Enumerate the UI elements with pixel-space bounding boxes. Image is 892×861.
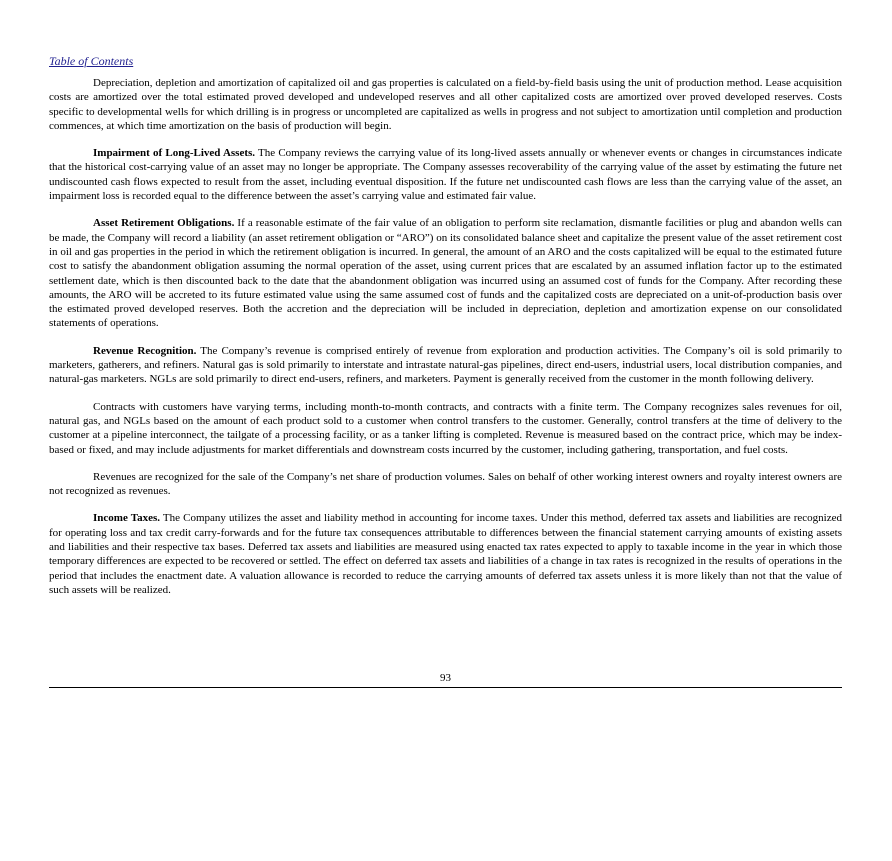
footer-divider [49,687,842,688]
paragraph-impairment [49,146,842,203]
paragraph-body: The Company’s revenue is comprised entirely of revenue from exploration and production activities. The Company’s oil is sold primarily to marketers, gatherers, and refiners. Natural gas is sold primarily to interstate and intrastate natural-gas pipelines, direct end-users, industrial users, local distribution companies, and natural-gas marketers. NGLs are sold primarily to direct end-users, refiners, and marketers. Payment is generally received from the customer in the month following delivery. [49,344,842,386]
paragraph-body: Revenues are recognized for the sale of the Company’s net share of production volumes. Sales on behalf of other working interest owners and royalty interest owners are not recognized as revenues. [49,470,842,498]
paragraph-body: The Company reviews the carrying value of its long-lived assets annually or whenever events or changes in circumstances indicate that the historical cost-carrying value of an asset may no longer be appropriate. The Company assesses recoverability of the carrying value of the asset by estimating the future net undiscounted cash flows expected to result from the asset, including eventual disposition. If the future net undiscounted cash flows are less than the carrying value of the asset, an impairment loss is recorded equal to the difference between the asset’s carrying value and estimated fair value. [49,147,842,203]
paragraph-body: If a reasonable estimate of the fair value of an obligation to perform site reclamation, dismantle facilities or plug and abandon wells can be made, the Company will record a liability (an asset retirement obligation or “ARO”) on its consolidated balance sheet and capitalize the present value of the asset retirement cost in oil and gas properties in the period in which the retirement obligation is incurred. In general, the amount of an ARO and the costs capitalized will be equal to the estimated future cost to satisfy the abandonment obligation assuming the normal operation of the asset, using current prices that are escalated by an assumed inflation factor up to the estimated settlement date, which is then discounted back to the date that the abandonment obligation was incurred using an assumed cost of funds for the Company. After recording these amounts, the ARO will be accreted to its future estimated value using the same assumed cost of funds and the capitalized costs are depreciated on a unit-of-production basis over the estimated proved developed reserves. Both the accretion and the depreciation will be included in depreciation, depletion and amortization expense on our consolidated statements of operations. [49,217,842,330]
paragraph-asset-retirement [49,216,842,330]
paragraph-revenue-recognition [49,344,842,387]
table-of-contents-link[interactable]: Table of Contents [49,54,134,68]
paragraph-heading: Revenue Recognition. [93,344,197,357]
page-footer [49,671,842,696]
paragraph-heading: Asset Retirement Obligations. [93,217,235,230]
paragraph-contracts [49,400,842,457]
paragraph-depreciation [49,76,842,133]
paragraph-body: Contracts with customers have varying terms, including month-to-month contracts, and contracts with a finite term. The Company recognizes sales revenues for oil, natural gas, and NGLs based on the amount of each product sold to a customer when control transfers to the customer. Generally, control transfers at the time of delivery to the customer at a pipeline interconnect, the tailgate of a processing facility, or as a tanker lifting is completed. Revenue is measured based on the contract price, which may be index-based or fixed, and may include adjustments for market differentials and downstream costs incurred by the customer, including gathering, transportation, and fuel costs. [49,400,842,456]
paragraph-heading: Impairment of Long-Lived Assets. [93,147,256,160]
paragraph-income-taxes [49,511,842,597]
paragraph-revenues-recognized [49,470,842,499]
page-number: 93 [440,672,451,684]
paragraph-body: The Company utilizes the asset and liability method in accounting for income taxes. Under this method, deferred tax assets and liabilities are recognized for operating loss and tax credit carry-forwards and for the future tax consequences attributable to differences between the financial statement carrying amounts of existing assets and liabilities and their respective tax bases. Deferred tax assets and liabilities are measured using enacted tax rates expected to apply to taxable income in the year in which those temporary differences are expected to be recovered or settled. The effect on deferred tax assets and liabilities of a change in tax rates is recognized in the results of operations in the period that includes the enactment date. A valuation allowance is recorded to reduce the carrying amounts of deferred tax assets unless it is more likely than not that the value of such assets will be realized. [49,512,842,596]
paragraph-body: Depreciation, depletion and amortization of capitalized oil and gas properties is calculated on a field-by-field basis using the unit of production method. Lease acquisition costs are amortized over the total estimated proved developed and undeveloped reserves and all other capitalized costs are amortized over proved developed reserves. Costs specific to developmental wells for which drilling is in progress or uncompleted are capitalized as wells in progress and not subject to amortization until completion and production commences, at which time amortization on the basis of production will begin. [49,77,842,132]
paragraph-heading: Income Taxes. [93,512,160,525]
document-page [49,52,842,610]
